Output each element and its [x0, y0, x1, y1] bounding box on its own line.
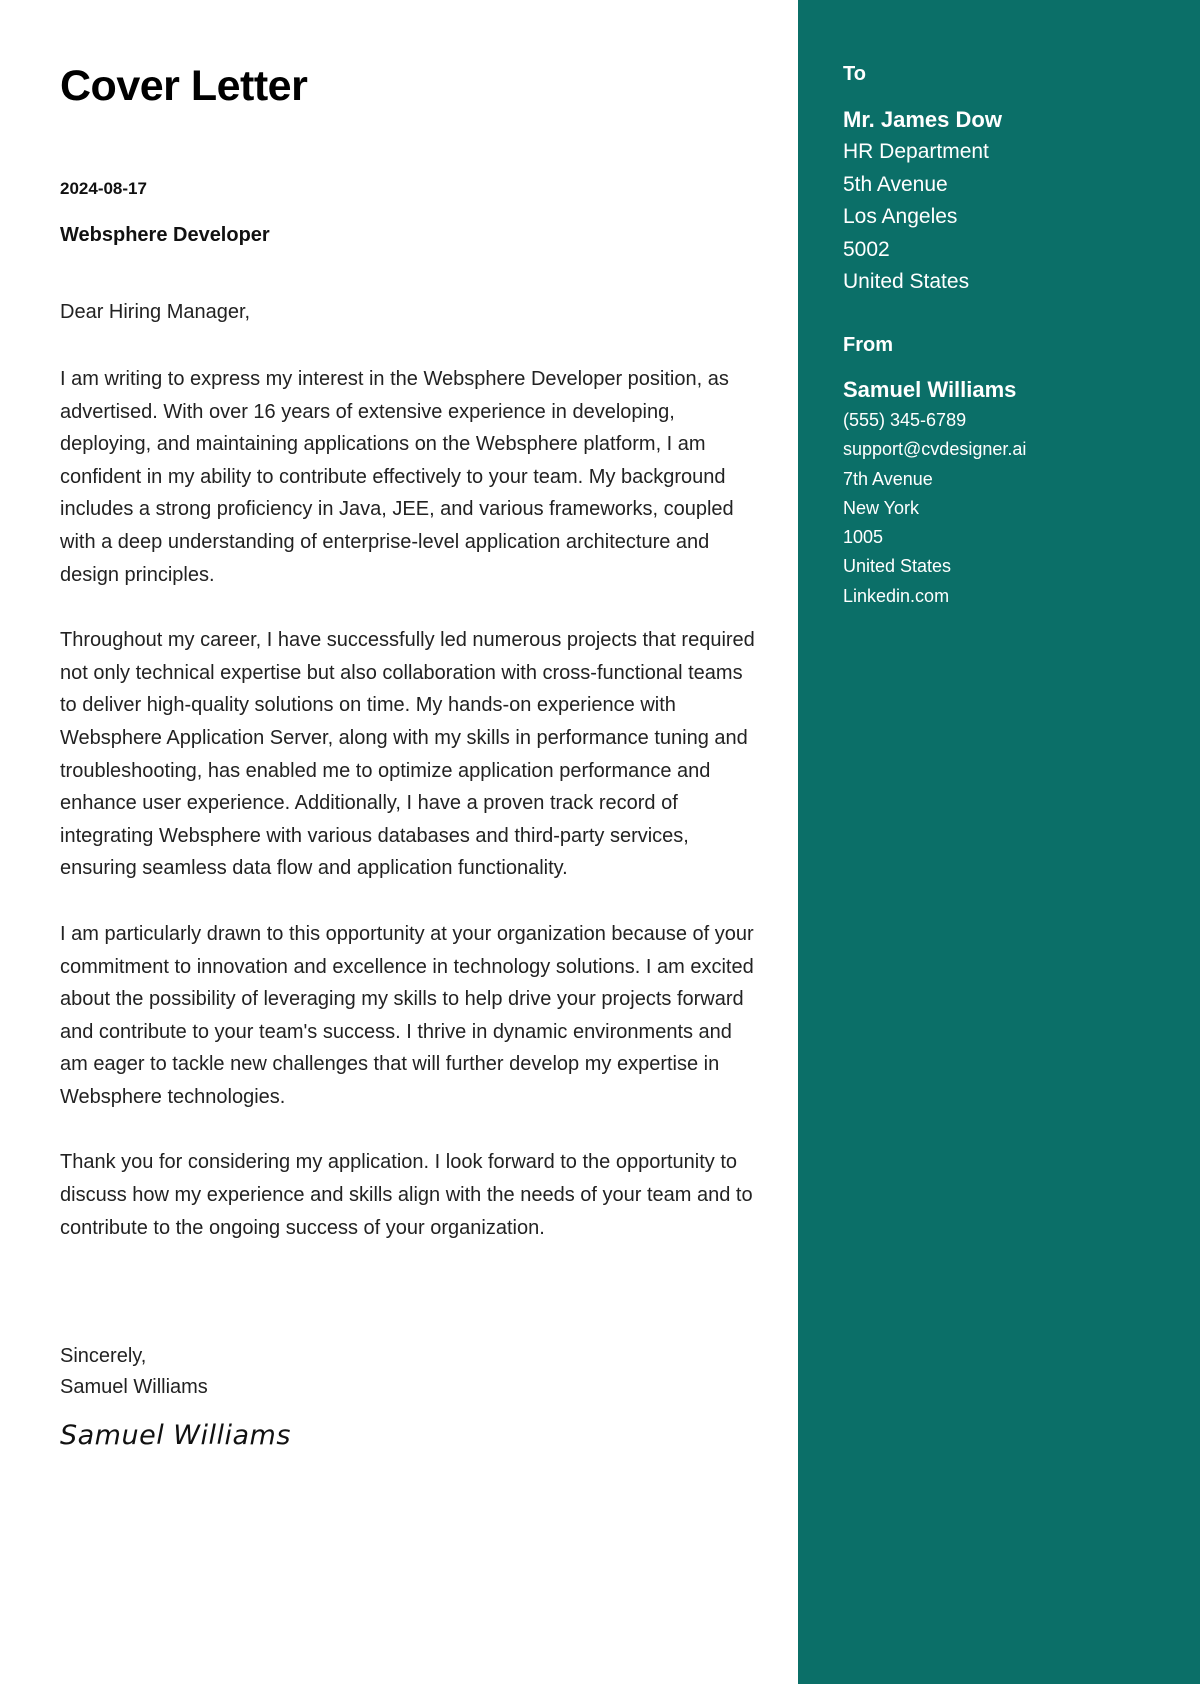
- recipient-address: [843, 136, 989, 299]
- body-paragraph: Throughout my career, I have successfully led numerous projects that required not only technical expertise but also collaboration with cross-functional teams to deliver high-quality solutions on time. My hands-on experience with Websphere Application Server, along with my skills in performance tuning and troubleshooting, has enabled me to optimize application performance and enhance user experience. Additionally, I have a proven track record of integrating Websphere with various databases and third-party services, ensuring seamless data flow and application functionality.: [60, 629, 755, 880]
- recipient-address-line: United States: [843, 270, 970, 294]
- body-paragraph: Thank you for considering my application. I look forward to the opportunity to discuss how my experience and skills align with the needs of your team and to contribute to the ongoing success of your organization.: [60, 1151, 753, 1239]
- recipient-address-line: HR Department: [843, 140, 989, 163]
- body-paragraph: I am particularly drawn to this opportunity at your organization because of your commitment to innovation and excellence in technology solutions. I am excited about the possibility of leveraging my skills to help drive your projects forward and contribute to your team's success. I thrive in dynamic environments and am eager to tackle new challenges that will further develop my expertise in Websphere technologies.: [60, 922, 754, 1108]
- recipient-address-line: 5002: [843, 237, 890, 261]
- recipient-address-line: Los Angeles: [843, 205, 958, 229]
- page-title: Cover Letter: [60, 62, 308, 110]
- closing-name: Samuel Williams: [60, 1376, 208, 1398]
- greeting: Dear Hiring Manager,: [60, 301, 251, 323]
- letter-body: [60, 363, 760, 1277]
- sender-country: United States: [843, 556, 952, 577]
- job-position: Websphere Developer: [60, 224, 270, 246]
- sender-name: Samuel Williams: [843, 377, 1017, 402]
- recipient-address-line: 5th Avenue: [843, 172, 948, 196]
- letter-date: 2024-08-17: [60, 179, 147, 198]
- recipient-name: Mr. James Dow: [843, 107, 1002, 132]
- signature: Samuel Williams: [60, 1420, 291, 1451]
- sender-phone: (555) 345-6789: [843, 410, 967, 430]
- contact-sidebar: [798, 0, 1200, 1684]
- sender-heading: From: [843, 334, 893, 356]
- sender-email: support@cvdesigner.ai: [843, 439, 1027, 460]
- recipient-heading: To: [843, 63, 866, 85]
- closing-salutation: Sincerely,: [60, 1345, 147, 1367]
- sender-contact: [843, 406, 1026, 611]
- body-paragraph: I am writing to express my interest in the Websphere Developer position, as advertised. With over 16 years of extensive experience in developing, deploying, and maintaining applications on the Websphere platform, I am confident in my ability to contribute effectively to your team. My background includes a strong proficiency in Java, JEE, and various frameworks, coupled with a deep understanding of enterprise-level application architecture and design principles.: [60, 368, 734, 586]
- sender-postal-code: 1005: [843, 527, 884, 548]
- sender-street: 7th Avenue: [843, 468, 933, 489]
- sender-linkedin: Linkedin.com: [843, 585, 950, 606]
- sender-city: New York: [843, 497, 920, 518]
- closing-block: [60, 1341, 208, 1403]
